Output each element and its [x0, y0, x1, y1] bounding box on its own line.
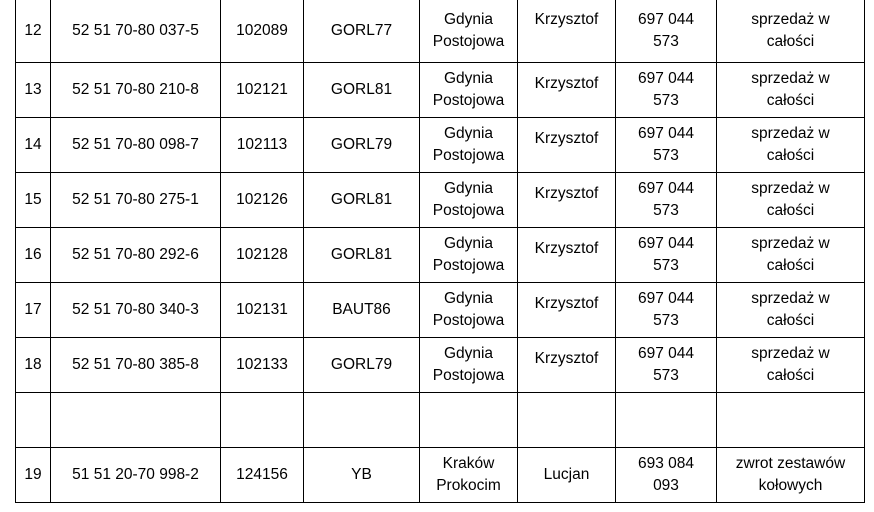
code-cell: [221, 283, 304, 338]
phone-cell: [616, 283, 717, 338]
contact-person-cell: [518, 173, 616, 228]
table-body: [16, 0, 865, 503]
phone-line-1: 697 044: [637, 180, 695, 197]
row-number-cell: [16, 63, 51, 118]
type-cell: [304, 228, 420, 283]
wagon-table: [15, 0, 865, 503]
location-cell: [420, 0, 518, 63]
action-line-1: sprzedaż w: [751, 180, 830, 197]
code-cell: [221, 393, 304, 448]
row-number-cell: [16, 283, 51, 338]
wagon-number-cell: [51, 393, 221, 448]
action-cell: [717, 228, 865, 283]
type-cell: [304, 448, 420, 503]
table-row: [16, 393, 865, 448]
location-line-2: Postojowa: [432, 367, 505, 384]
contact-person: Krzysztof: [534, 75, 599, 92]
location-line-2: Postojowa: [432, 257, 505, 274]
contact-person: Krzysztof: [534, 295, 599, 312]
row-number-cell: [16, 228, 51, 283]
wagon-type: GORL79: [330, 356, 393, 373]
location-line-1: Gdynia: [443, 235, 494, 252]
location-line-1: Gdynia: [443, 10, 494, 28]
location-line-2: Postojowa: [432, 202, 505, 219]
location-line-2: Postojowa: [432, 92, 505, 109]
contact-person: Lucjan: [543, 466, 590, 483]
code-cell: [221, 228, 304, 283]
action-line-1: sprzedaż w: [751, 235, 830, 252]
phone-line-2: 573: [653, 32, 679, 50]
type-cell: [304, 283, 420, 338]
location-line-2: Postojowa: [432, 312, 505, 329]
phone-line-2: 573: [653, 92, 679, 109]
wagon-type: GORL81: [330, 246, 393, 263]
location-line-1: Gdynia: [443, 70, 494, 87]
type-cell: [304, 118, 420, 173]
code: 102131: [236, 301, 288, 318]
table-row: [16, 448, 865, 503]
location-cell: [420, 173, 518, 228]
contact-person-cell: [518, 393, 616, 448]
location-cell: [420, 63, 518, 118]
table-row: [16, 0, 865, 63]
action-line-1: sprzedaż w: [751, 345, 830, 362]
row-number: 16: [24, 246, 42, 263]
contact-person: Krzysztof: [534, 240, 599, 257]
contact-person: Krzysztof: [534, 350, 599, 367]
code-cell: [221, 0, 304, 63]
action-line-2: całości: [766, 202, 815, 219]
action-cell: [717, 0, 865, 63]
action-line-2: całości: [766, 257, 815, 274]
location-line-1: Gdynia: [443, 290, 494, 307]
location-line-2: Prokocim: [436, 477, 501, 494]
phone-line-1: 697 044: [637, 345, 695, 362]
code-cell: [221, 338, 304, 393]
row-number: 15: [24, 191, 42, 208]
location-cell: [420, 393, 518, 448]
phone-cell: [616, 173, 717, 228]
code-cell: [221, 63, 304, 118]
contact-person-cell: [518, 63, 616, 118]
phone-line-1: 697 044: [637, 235, 695, 252]
type-cell: [304, 63, 420, 118]
row-number: 12: [24, 21, 42, 39]
wagon-number: 52 51 70-80 340-3: [72, 301, 199, 318]
phone-cell: [616, 448, 717, 503]
phone-line-1: 693 084: [637, 455, 695, 472]
wagon-type: GORL81: [330, 81, 393, 98]
wagon-type: GORL79: [330, 136, 393, 153]
wagon-number: 52 51 70-80 037-5: [72, 21, 199, 39]
wagon-number-cell: [51, 173, 221, 228]
action-line-2: całości: [766, 312, 815, 329]
type-cell: [304, 338, 420, 393]
phone-cell: [616, 228, 717, 283]
wagon-type: GORL77: [330, 21, 393, 39]
table-row: [16, 228, 865, 283]
phone-cell: [616, 338, 717, 393]
wagon-type: GORL81: [330, 191, 393, 208]
phone-line-1: 697 044: [637, 70, 695, 87]
location-cell: [420, 338, 518, 393]
action-line-1: sprzedaż w: [751, 70, 830, 87]
location-cell: [420, 118, 518, 173]
table-row: [16, 173, 865, 228]
action-line-1: sprzedaż w: [751, 125, 830, 142]
wagon-number: 52 51 70-80 210-8: [72, 81, 199, 98]
row-number-cell: [16, 173, 51, 228]
contact-person-cell: [518, 0, 616, 63]
action-line-1: sprzedaż w: [751, 10, 830, 28]
row-number-cell: [16, 338, 51, 393]
type-cell: [304, 0, 420, 63]
action-cell: [717, 173, 865, 228]
phone-line-2: 573: [653, 312, 679, 329]
wagon-number: 51 51 20-70 998-2: [72, 466, 199, 483]
code: 102121: [236, 81, 288, 98]
action-line-1: sprzedaż w: [751, 290, 830, 307]
code: 124156: [236, 466, 288, 483]
code-cell: [221, 448, 304, 503]
location-line-1: Gdynia: [443, 125, 494, 142]
wagon-type: YB: [351, 466, 372, 483]
action-cell: [717, 118, 865, 173]
contact-person-cell: [518, 448, 616, 503]
location-line-1: Gdynia: [443, 180, 494, 197]
action-line-1: zwrot zestawów: [735, 455, 846, 472]
wagon-number-cell: [51, 338, 221, 393]
action-line-2: kołowych: [758, 477, 823, 494]
wagon-number: 52 51 70-80 292-6: [72, 246, 199, 263]
phone-line-2: 573: [653, 202, 679, 219]
action-line-2: całości: [766, 147, 815, 164]
table-row: [16, 283, 865, 338]
phone-line-2: 093: [653, 477, 679, 494]
row-number: 14: [24, 136, 42, 153]
location-cell: [420, 283, 518, 338]
phone-cell: [616, 393, 717, 448]
contact-person-cell: [518, 283, 616, 338]
action-cell: [717, 283, 865, 338]
type-cell: [304, 393, 420, 448]
action-cell: [717, 393, 865, 448]
code-cell: [221, 173, 304, 228]
location-cell: [420, 448, 518, 503]
table-row: [16, 338, 865, 393]
phone-line-1: 697 044: [637, 290, 695, 307]
row-number: 13: [24, 81, 42, 98]
row-number-cell: [16, 118, 51, 173]
type-cell: [304, 173, 420, 228]
phone-cell: [616, 0, 717, 63]
contact-person: Krzysztof: [534, 185, 599, 202]
table-row: [16, 118, 865, 173]
action-line-2: całości: [766, 92, 815, 109]
phone-line-2: 573: [653, 367, 679, 384]
code: 102126: [236, 191, 288, 208]
row-number: 17: [24, 301, 42, 318]
table-row: [16, 63, 865, 118]
row-number-cell: [16, 0, 51, 63]
wagon-number: 52 51 70-80 385-8: [72, 356, 199, 373]
wagon-type: BAUT86: [332, 301, 391, 318]
contact-person-cell: [518, 228, 616, 283]
wagon-number-cell: [51, 0, 221, 63]
row-number-cell: [16, 393, 51, 448]
wagon-number-cell: [51, 448, 221, 503]
location-line-1: Kraków: [442, 455, 495, 472]
code-cell: [221, 118, 304, 173]
contact-person: Krzysztof: [534, 130, 599, 147]
wagon-number-cell: [51, 228, 221, 283]
contact-person-cell: [518, 338, 616, 393]
action-cell: [717, 63, 865, 118]
action-line-2: całości: [766, 367, 815, 384]
wagon-number: 52 51 70-80 275-1: [72, 191, 199, 208]
code: 102128: [236, 246, 288, 263]
wagon-number-cell: [51, 63, 221, 118]
document-page: [15, 0, 865, 503]
row-number: 18: [24, 356, 42, 373]
location-line-2: Postojowa: [432, 32, 505, 50]
row-number: 19: [24, 466, 42, 483]
code: 102089: [236, 21, 288, 39]
location-cell: [420, 228, 518, 283]
location-line-2: Postojowa: [432, 147, 505, 164]
action-line-2: całości: [766, 32, 815, 50]
wagon-number: 52 51 70-80 098-7: [72, 136, 199, 153]
phone-cell: [616, 63, 717, 118]
row-number-cell: [16, 448, 51, 503]
phone-line-2: 573: [653, 147, 679, 164]
code: 102133: [236, 356, 288, 373]
action-cell: [717, 448, 865, 503]
location-line-1: Gdynia: [443, 345, 494, 362]
phone-line-1: 697 044: [637, 10, 695, 28]
phone-line-1: 697 044: [637, 125, 695, 142]
contact-person: Krzysztof: [534, 11, 599, 28]
wagon-number-cell: [51, 283, 221, 338]
phone-line-2: 573: [653, 257, 679, 274]
phone-cell: [616, 118, 717, 173]
contact-person-cell: [518, 118, 616, 173]
code: 102113: [236, 136, 288, 153]
wagon-number-cell: [51, 118, 221, 173]
action-cell: [717, 338, 865, 393]
